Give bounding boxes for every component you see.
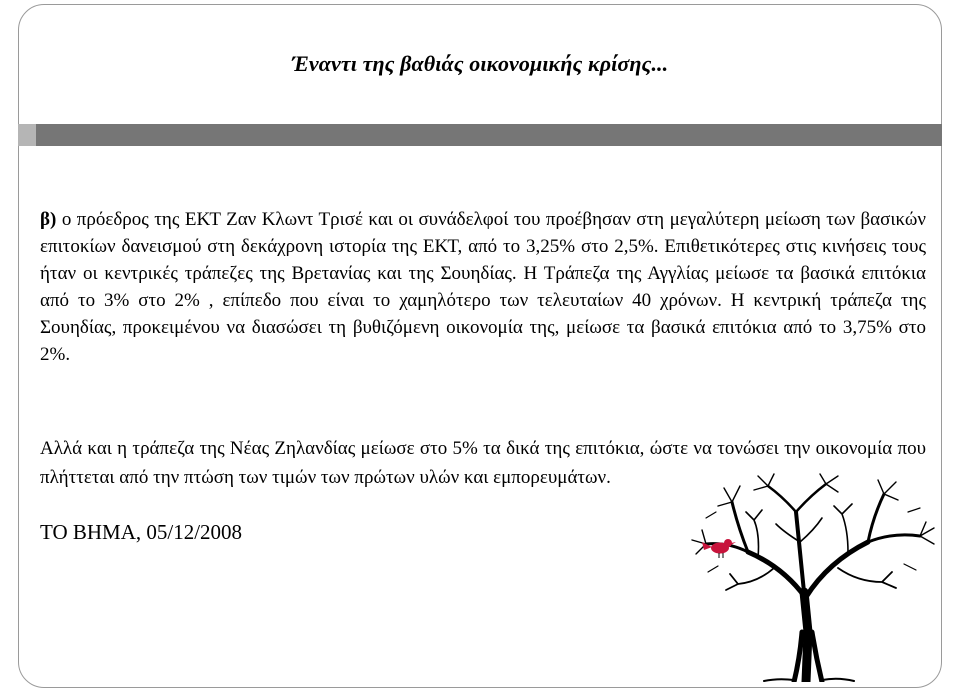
paragraph-1-text: ο πρόεδρος της ΕΚΤ Ζαν Κλωντ Τρισέ και οι συνάδελφοί του προέβησαν στη μεγαλύτερη μείωση των βασικών επιτοκίων δανεισμού στη δεκάχρονη ιστορία της ΕΚΤ, από το 3,25% στο 2,5%. Επιθετικότερες στις κινήσεις τους ήταν οι κεντρικές τράπεζες της Βρετανίας και της Σουηδίας. Η Τράπεζα της Αγγλίας μείωσε τα βασικά επιτόκια από το 3% στο 2% , επίπεδο που είναι το χαμηλότερο των τελευταίων 40 χρόνων. Η κεντρική τράπεζα της Σουηδίας, προκειμένου να διασώσει τη βυθιζόμενη οικονομία της, μείωσε τα βασικά επιτόκια από το 3,75% στο 2%. [40,209,926,365]
source-citation: ΤΟ ΒΗΜΑ, 05/12/2008 [40,520,243,544]
paragraph-2: Αλλά και η τράπεζα της Νέας Ζηλανδίας μείωσε στο 5% τα δικά της επιτόκια, ώστε να τονώσει την οικονομία που πλήττεται από την πτώση των τιμών των πρώτων υλών και εμπορευμάτων. [40,438,926,488]
accent-bar-light [18,124,36,146]
paragraph-1 [40,206,926,368]
slide-title: Έναντι της βαθιάς οικονομικής κρίσης... [291,51,669,76]
paragraph-label: β) [40,209,57,230]
accent-bar-dark [36,124,942,146]
bare-tree-with-red-bird-icon [688,472,938,682]
bird-icon [702,539,736,558]
